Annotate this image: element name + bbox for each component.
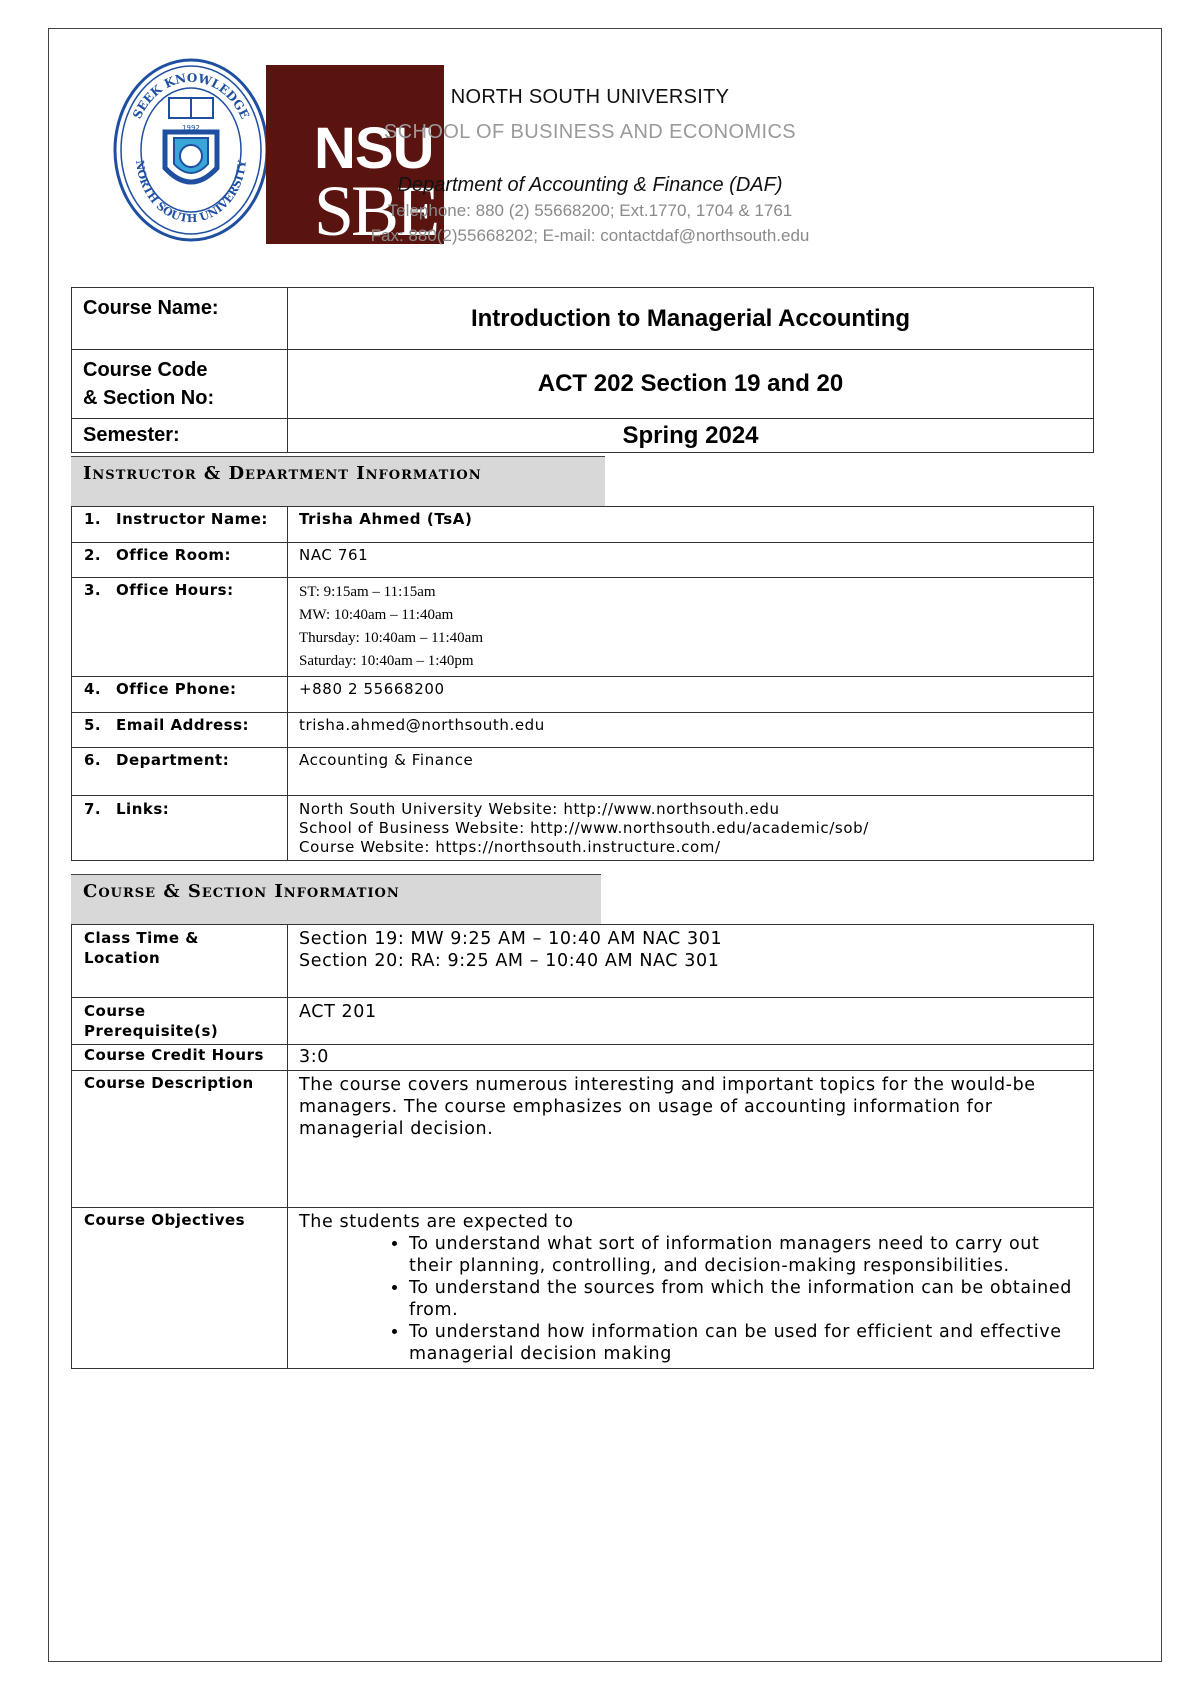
university-name: NORTH SOUTH UNIVERSITY bbox=[450, 86, 730, 108]
email-label: Email Address: bbox=[116, 716, 250, 734]
office-phone-value: +880 2 55668200 bbox=[288, 677, 1094, 713]
office-hours-line: ST: 9:15am – 11:15am bbox=[299, 584, 436, 600]
credit-hours-value: 3:0 bbox=[288, 1045, 1094, 1071]
course-code-label bbox=[72, 350, 288, 419]
table-row: 6. Department: Accounting & Finance bbox=[72, 748, 1094, 796]
course-table bbox=[71, 287, 1094, 453]
logo-line-sbe: SBE bbox=[314, 171, 438, 251]
nsu-website-link[interactable]: North South University Website: http://www.northsouth.edu bbox=[299, 800, 780, 818]
instructor-table bbox=[71, 506, 1094, 861]
objectives-list bbox=[299, 1233, 1082, 1365]
department-label: Department: bbox=[116, 751, 230, 769]
telephone-line: Telephone: 880 (2) 55668200; Ext.1770, 1704 & 1761 bbox=[387, 201, 793, 220]
semester-value: Spring 2024 bbox=[288, 419, 1094, 453]
course-name-label: Course Name: bbox=[72, 288, 288, 350]
class-time-label: Class Time & Location bbox=[72, 925, 288, 998]
logo-line-nsu: NSU bbox=[314, 116, 434, 181]
email-link[interactable]: trisha.ahmed@northsouth.edu bbox=[288, 713, 1094, 748]
table-row: 3. Office Hours: ST: 9:15am – 11:15am MW: 10:40am – 11:40am Thursday: 10:40am – 11:40am Saturday: 10:40am – 1:40pm bbox=[72, 578, 1094, 677]
university-seal-logo bbox=[112, 56, 270, 244]
course-website-link[interactable]: Course Website: https://northsouth.instructure.com/ bbox=[299, 838, 721, 856]
table-row bbox=[72, 1071, 1094, 1208]
course-code-label-line2: & Section No: bbox=[83, 387, 215, 409]
course-name-value: Introduction to Managerial Accounting bbox=[288, 288, 1094, 350]
office-phone-label: Office Phone: bbox=[116, 680, 237, 698]
department-name: Department of Accounting & Finance (DAF) bbox=[397, 174, 783, 196]
school-name: SCHOOL OF BUSINESS AND ECONOMICS bbox=[383, 121, 797, 143]
description-label: Course Description bbox=[72, 1071, 288, 1208]
semester-label: Semester: bbox=[72, 419, 288, 453]
table-row bbox=[72, 1208, 1094, 1369]
office-room-value: NAC 761 bbox=[288, 543, 1094, 578]
course-section-title: Course & Section Information bbox=[71, 874, 601, 924]
seal-name: NORTH SOUTH UNIVERSITY bbox=[133, 159, 249, 226]
list-item: • To understand the sources from which the information can be obtained from. bbox=[409, 1277, 1082, 1321]
description-value: The course covers numerous interesting and important topics for the would-be managers. The course emphasizes on usage of accounting information for managerial decision. bbox=[288, 1071, 1094, 1208]
objectives-intro: The students are expected to bbox=[299, 1212, 574, 1232]
objectives-value bbox=[288, 1208, 1094, 1369]
table-row bbox=[72, 1045, 1094, 1071]
class-time-line: Section 20: RA: 9:25 AM – 10:40 AM NAC 301 bbox=[299, 951, 720, 971]
class-time-value bbox=[288, 925, 1094, 998]
list-item: • To understand what sort of information managers need to carry out their planning, controlling, and decision-making responsibilities. bbox=[409, 1233, 1082, 1277]
objectives-label: Course Objectives bbox=[72, 1208, 288, 1369]
list-item: • To understand how information can be used for efficient and effective managerial decision making bbox=[409, 1321, 1082, 1365]
table-row: 5. Email Address: trisha.ahmed@northsouth.edu bbox=[72, 713, 1094, 748]
table-row: 4. Office Phone: +880 2 55668200 bbox=[72, 677, 1094, 713]
sob-website-link[interactable]: School of Business Website: http://www.northsouth.edu/academic/sob/ bbox=[299, 819, 869, 837]
class-time-line: Section 19: MW 9:25 AM – 10:40 AM NAC 301 bbox=[299, 929, 723, 949]
links-label: Links: bbox=[116, 800, 170, 818]
table-row bbox=[72, 925, 1094, 998]
links-value bbox=[288, 796, 1094, 861]
office-hours-value bbox=[288, 578, 1094, 677]
instructor-section-title: Instructor & Department Information bbox=[71, 456, 605, 506]
seal-year: 1992 bbox=[182, 124, 200, 132]
department-value: Accounting & Finance bbox=[288, 748, 1094, 796]
table-row: 1. Instructor Name: Trisha Ahmed (TsA) bbox=[72, 507, 1094, 543]
fax-email-line: Fax: 880(2)55668202; E-mail: contactdaf@northsouth.edu bbox=[370, 226, 810, 245]
instructor-name-label: Instructor Name: bbox=[116, 510, 268, 528]
office-hours-label: Office Hours: bbox=[116, 581, 234, 599]
prerequisite-label: Course Prerequisite(s) bbox=[72, 998, 288, 1045]
table-row bbox=[72, 998, 1094, 1045]
credit-hours-label: Course Credit Hours bbox=[72, 1045, 288, 1071]
office-room-label: Office Room: bbox=[116, 546, 232, 564]
instructor-name-value: Trisha Ahmed (TsA) bbox=[288, 507, 1094, 543]
prerequisite-value: ACT 201 bbox=[288, 998, 1094, 1045]
table-row: 7. Links: North South University Website: http://www.northsouth.edu School of Business Website: http://www.northsouth.edu/academic/sob/ Course Website: https://northsouth.instructure.com/ bbox=[72, 796, 1094, 861]
course-code-value: ACT 202 Section 19 and 20 bbox=[288, 350, 1094, 419]
course-section-table bbox=[71, 924, 1094, 1369]
table-row: 2. Office Room: NAC 761 bbox=[72, 543, 1094, 578]
office-hours-line: Thursday: 10:40am – 11:40am bbox=[299, 630, 483, 646]
office-hours-line: Saturday: 10:40am – 1:40pm bbox=[299, 653, 474, 669]
seal-motto: SEEK KNOWLEDGE bbox=[129, 70, 253, 121]
office-hours-line: MW: 10:40am – 11:40am bbox=[299, 607, 454, 623]
course-code-label-line1: Course Code bbox=[83, 359, 208, 381]
